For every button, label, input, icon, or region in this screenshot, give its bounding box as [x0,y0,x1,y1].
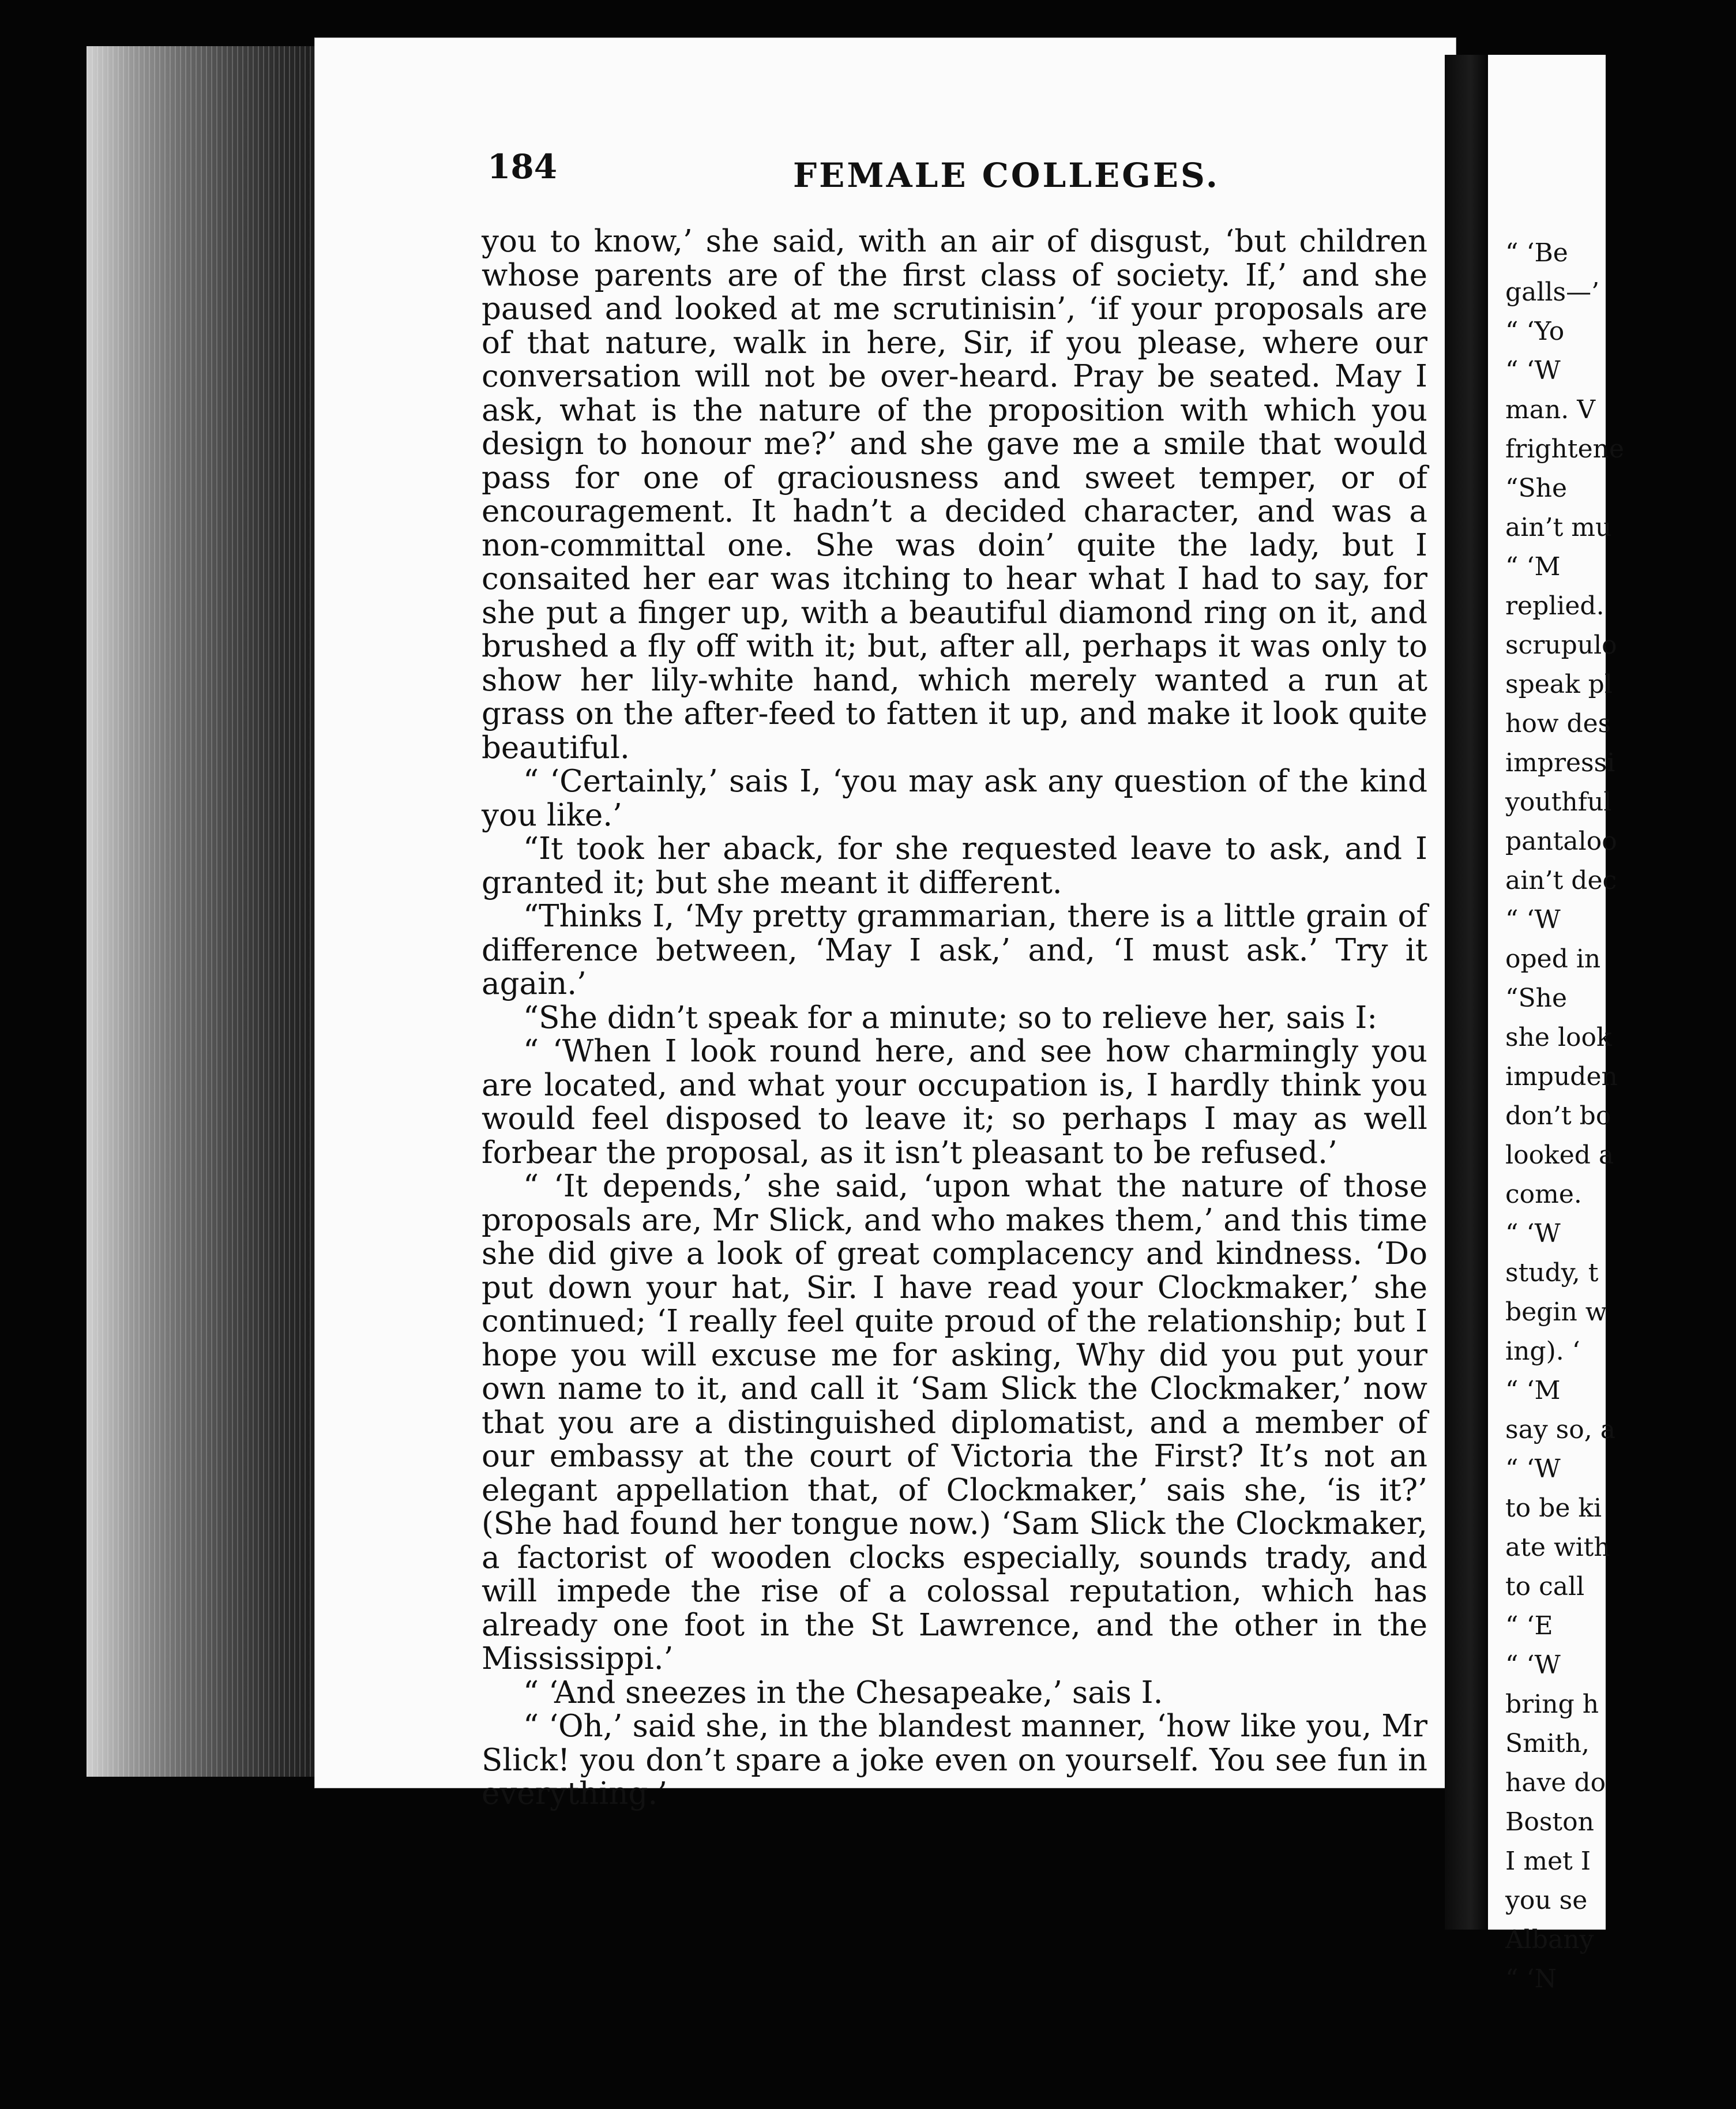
right-page-line: galls—’ [1505,277,1600,307]
right-page-line: “ ‘N [1505,1964,1557,1994]
right-page-line: have do [1505,1768,1606,1797]
right-page-line: “ ‘W [1505,1650,1561,1680]
page-edge-texture [87,46,329,1777]
right-page-line: speak pl [1505,670,1613,699]
right-page-line: come. [1505,1180,1582,1209]
right-page-line: don’t bo [1505,1101,1611,1131]
paragraph: “ ‘Oh,’ said she, in the blandest manner, ‘how like you, Mr Slick! you don’t spare a joke even on yourself. You see fun in everything.’ [482,1709,1427,1811]
right-page-line: frightene [1505,434,1624,464]
paragraph: “ ‘Certainly,’ sais I, ‘you may ask any question of the kind you like.’ [482,764,1427,833]
right-page-line: ain’t mu [1505,513,1612,542]
right-page-line: begin w [1505,1297,1607,1327]
right-page-line: study, t [1505,1258,1599,1288]
left-book-page [314,37,1456,1811]
page-number: 184 [487,147,558,186]
right-page-line: “She [1505,984,1568,1013]
paragraph: “ ‘It depends,’ she said, ‘upon what the nature of those proposals are, Mr Slick, and who makes them,’ and this time she did give a look of great complacency and kindness. ‘Do put down your hat, Sir. I have read your Clockmaker,’ she continued; ‘I really feel quite proud of the relationship; but I hope you will excuse me for asking, Why did you put your own name to it, and call it ‘Sam Slick the Clockmaker,’ now that you are a distinguished diplomatist, and a member of our embassy at the court of Victoria the First? It’s not an elegant appellation that, of Clockmaker,’ sais she, ‘is it?’ (She had found her tongue now.) ‘Sam Slick the Clockmaker, a factorist of wooden clocks especially, sounds trady, and will impede the rise of a colossal reputation, which has already one foot in the St Lawrence, and the other in the Mississippi.’ [482,1169,1427,1676]
paragraph: “ ‘When I look round here, and see how charmingly you are located, and what your occupation is, I hardly think you would feel disposed to leave it; so perhaps I may as well forbear the proposal, as it isn’t pleasant to be refused.’ [482,1034,1427,1170]
book-gutter [1445,55,1488,1930]
right-page-line: “ ‘W [1505,905,1561,935]
right-page-line: “ ‘M [1505,1376,1561,1405]
right-page-line: “ ‘W [1505,1219,1561,1248]
right-page-line: I met I [1505,1847,1591,1876]
right-page-line: to be ki [1505,1493,1602,1523]
right-page-text [1505,234,1736,1999]
right-page-line: say so, a [1505,1415,1615,1444]
right-page-line: Boston [1505,1807,1594,1837]
right-page-line: impressi [1505,748,1615,778]
right-page-line: how des [1505,709,1611,738]
right-page-line: pantaloo [1505,827,1617,856]
right-page-line: you se [1505,1886,1588,1915]
paragraph: “She didn’t speak for a minute; so to relieve her, sais I: [523,1000,1378,1035]
right-page-line: bring h [1505,1690,1599,1719]
right-page-line: Smith, [1505,1729,1590,1758]
right-page-line: ain’t dec [1505,866,1617,895]
right-page-line: replied. [1505,591,1605,621]
right-page-line: “ ‘M [1505,552,1561,581]
right-page-line: scrupulo [1505,631,1617,660]
right-page-line: looked a [1505,1140,1614,1170]
right-page-line: “ ‘W [1505,1454,1561,1484]
right-page-line: Albany [1505,1925,1594,1954]
right-page-line: “ ‘E [1505,1611,1553,1641]
right-page-line: “She [1505,474,1568,503]
right-page-line: impuden [1505,1062,1618,1091]
paragraph: “Thinks I, ‘My pretty grammarian, there is a little grain of difference between, ‘May I ask,’ and, ‘I must ask.’ Try it again.’ [482,899,1427,1001]
right-page-line: “ ‘Be [1505,238,1568,268]
book-page-edges [87,46,329,1777]
right-page-line: ing). ‘ [1505,1337,1580,1366]
paragraph: “ ‘And sneezes in the Chesapeake,’ sais I. [523,1675,1163,1710]
right-page-line: she look [1505,1023,1612,1052]
right-page-line: “ ‘W [1505,356,1561,385]
running-title: FEMALE COLLEGES. [793,156,1220,195]
right-page-line: “ ‘Yo [1505,317,1565,346]
right-page-line: youthful [1505,787,1612,817]
right-book-page [1488,55,1624,1994]
paragraph: you to know,’ she said, with an air of disgust, ‘but children whose parents are of the first class of society. If,’ and she paused and looked at me scrutinisin’, ‘if your proposals are of that nature, walk in here, Sir, if you please, where our conversation will not be over-heard. Pray be seated. May I ask, what is the nature of the proposition with which you design to honour me?’ and she gave me a smile that would pass for one of graciousness and sweet temper, or of encouragement. It hadn’t a decided character, and was a non-committal one. She was doin’ quite the lady, but I consaited her ear was itching to hear what I had to say, for she put a finger up, with a beautiful diamond ring on it, and brushed a fly off with it; but, after all, perhaps it was only to show her lily-white hand, which merely wanted a run at grass on the after-feed to fatten it up, and make it look quite beautiful. [482,224,1427,765]
page-body [482,225,1427,1811]
right-page-line: to call [1505,1572,1585,1601]
right-page-line: oped in [1505,944,1601,974]
right-page-line: man. V [1505,395,1596,425]
paragraph: “It took her aback, for she requested leave to ask, and I granted it; but she meant it different. [482,831,1427,900]
right-page-line: ate with [1505,1533,1610,1562]
